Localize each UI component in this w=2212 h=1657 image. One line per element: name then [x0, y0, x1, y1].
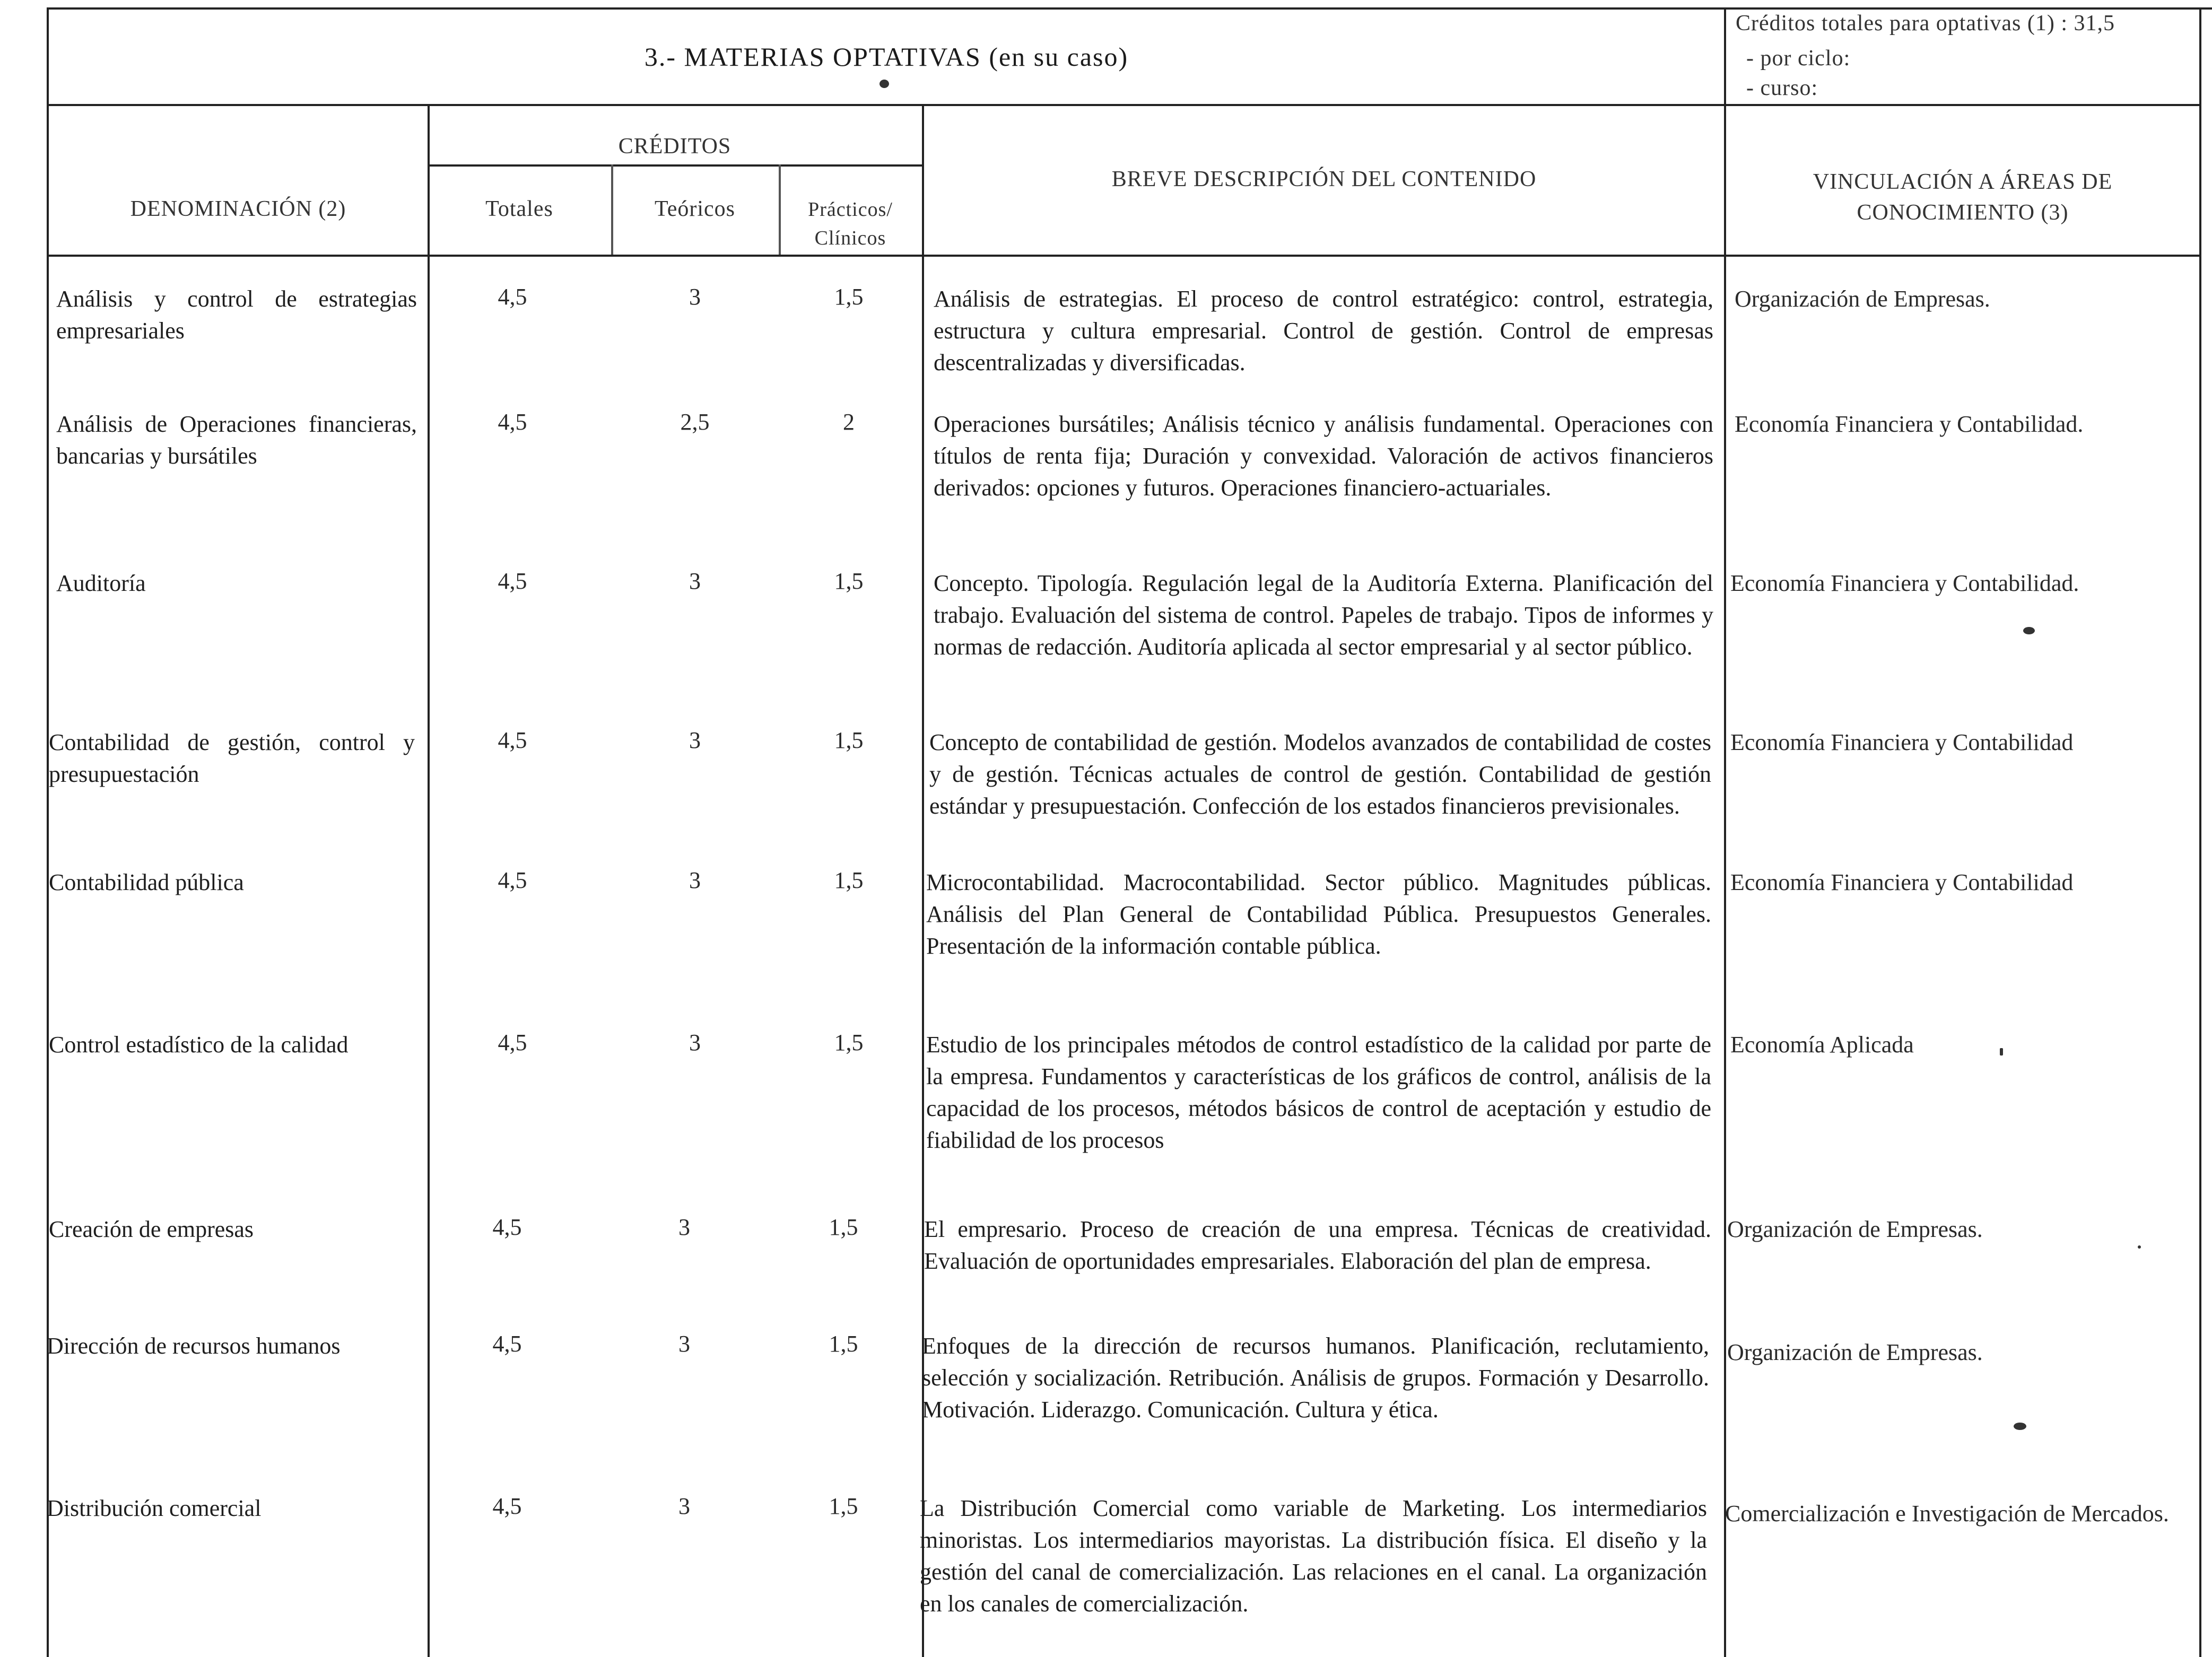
row-totales: 4,5 — [492, 1493, 522, 1519]
header-vinculacion — [1726, 167, 2199, 228]
row-totales: 4,5 — [498, 867, 527, 893]
row-name: Dirección de recursos humanos — [47, 1333, 341, 1359]
row-practicos: 1,5 — [834, 568, 864, 594]
header-practicos — [779, 195, 922, 252]
header-bottom-border — [47, 255, 2201, 257]
scan-mark — [2138, 1245, 2141, 1249]
row-area: Comercialización e Investigación de Mercados. — [1725, 1501, 2169, 1527]
row-teoricos: 3 — [689, 568, 701, 594]
row-name: Contabilidad de gestión, control y presupuestación — [49, 729, 415, 787]
row-teoricos: 2,5 — [680, 409, 710, 435]
row-area: Economía Financiera y Contabilidad. — [1730, 570, 2079, 596]
header-practicos-line2: Clínicos — [814, 227, 886, 249]
row-area: Organización de Empresas. — [1727, 1216, 1983, 1242]
header-practicos-line1: Prácticos/ — [808, 198, 893, 221]
scan-mark — [2023, 627, 2035, 634]
row-description: Concepto. Tipología. Regulación legal de la Auditoría Externa. Planificación del trabajo. Evaluación del sistema de control. Papeles de trabajo. Tipos de informes y normas de redacción. Auditoría aplicada al sector empresarial y al sector público. — [934, 570, 1713, 660]
row-totales: 4,5 — [498, 284, 527, 310]
row-area: Organización de Empresas. — [1727, 1339, 1983, 1365]
row-name: Auditoría — [56, 570, 146, 596]
row-description: La Distribución Comercial como variable de Marketing. Los intermediarios minoristas. Los intermediarios mayoristas. La distribución física. El diseño y la gestión del canal de comercialización. Las relaciones en el canal. La organización en los canales de comercialización. — [920, 1495, 1707, 1617]
row-name: Distribución comercial — [47, 1495, 262, 1521]
row-teoricos: 3 — [689, 727, 701, 753]
row-description: Análisis de estrategias. El proceso de control estratégico: control, estrategia, estructura y cultura empresarial. Control de gestión. Control de empresas descentralizadas y diversificadas. — [934, 286, 1713, 376]
row-description: El empresario. Proceso de creación de una empresa. Técnicas de creatividad. Evaluación de oportunidades empresariales. Elaboración del plan de empresa. — [924, 1216, 1711, 1274]
row-area: Economía Financiera y Contabilidad. — [1735, 411, 2084, 437]
row-totales: 4,5 — [492, 1214, 522, 1240]
row-totales: 4,5 — [498, 409, 527, 435]
title-bottom-border — [47, 104, 2201, 106]
row-description: Microcontabilidad. Macrocontabilidad. Sector público. Magnitudes públicas. Análisis del Plan General de Contabilidad Pública. Presupuestos Generales. Presentación de la información contable pública. — [926, 869, 1711, 959]
row-totales: 4,5 — [492, 1331, 522, 1357]
row-teoricos: 3 — [678, 1331, 690, 1357]
header-creditos: CRÉDITOS — [618, 134, 731, 159]
per-course-label: - curso: — [1746, 76, 1818, 100]
row-description: Concepto de contabilidad de gestión. Modelos avanzados de contabilidad de costes y de gestión. Técnicas actuales de control de gestión. Contabilidad de gestión estándar y presupuestación. Confección de los estados financieros previsionales. — [929, 729, 1711, 819]
row-area: Economía Financiera y Contabilidad — [1730, 869, 2074, 895]
scan-mark — [2000, 1048, 2003, 1056]
row-area: Economía Aplicada — [1730, 1032, 1914, 1058]
scan-mark — [2014, 1423, 2026, 1430]
row-name: Análisis de Operaciones financieras, bancarias y bursátiles — [56, 411, 417, 469]
row-practicos: 1,5 — [829, 1214, 858, 1240]
row-teoricos: 3 — [678, 1493, 690, 1519]
header-denominacion: DENOMINACIÓN (2) — [130, 197, 346, 221]
header-mark — [879, 80, 889, 88]
row-area: Economía Financiera y Contabilidad — [1730, 729, 2074, 755]
creditos-subheader-border — [428, 164, 923, 167]
row-practicos: 2 — [843, 409, 855, 435]
row-name: Análisis y control de estrategias empresariales — [56, 286, 417, 344]
row-practicos: 1,5 — [829, 1493, 858, 1519]
row-totales: 4,5 — [498, 1030, 527, 1056]
row-name: Contabilidad pública — [49, 869, 244, 895]
header-vinculacion-line1: VINCULACIÓN A ÁREAS DE — [1813, 170, 2113, 194]
credits-total-label: Créditos totales para optativas (1) : 31,5 — [1736, 11, 2115, 36]
denominacion-divider — [428, 104, 430, 1657]
row-totales: 4,5 — [498, 568, 527, 594]
row-practicos: 1,5 — [834, 1030, 864, 1056]
top-border — [47, 7, 2212, 10]
section-title: 3.- MATERIAS OPTATIVAS (en su caso) — [644, 42, 1129, 72]
row-description: Estudio de los principales métodos de control estadístico de la calidad por parte de la empresa. Fundamentos y características de los gráficos de control, análisis de la capacidad de los procesos, métodos básicos de control de aceptación y estudio de fiabilidad de los procesos — [926, 1032, 1711, 1153]
per-cycle-label: - por ciclo: — [1746, 46, 1851, 71]
row-practicos: 1,5 — [829, 1331, 858, 1357]
header-totales: Totales — [485, 197, 553, 221]
row-teoricos: 3 — [689, 1030, 701, 1056]
header-vinculacion-line2: CONOCIMIENTO (3) — [1857, 200, 2069, 225]
header-descripcion: BREVE DESCRIPCIÓN DEL CONTENIDO — [1111, 167, 1537, 191]
row-practicos: 1,5 — [834, 867, 864, 893]
row-practicos: 1,5 — [834, 284, 864, 310]
row-area: Organización de Empresas. — [1735, 286, 1990, 312]
row-teoricos: 3 — [678, 1214, 690, 1240]
header-teoricos: Teóricos — [654, 197, 735, 221]
row-teoricos: 3 — [689, 284, 701, 310]
row-practicos: 1,5 — [834, 727, 864, 753]
row-totales: 4,5 — [498, 727, 527, 753]
row-teoricos: 3 — [689, 867, 701, 893]
row-description: Operaciones bursátiles; Análisis técnico y análisis fundamental. Operaciones con títulos de renta fija; Duración y convexidad. Valoración de activos financieros derivados: opciones y futuros. Operaciones financiero-actuariales. — [934, 411, 1713, 501]
row-name: Creación de empresas — [49, 1216, 254, 1242]
row-name: Control estadístico de la calidad — [49, 1032, 349, 1058]
row-description: Enfoques de la dirección de recursos humanos. Planificación, reclutamiento, selección y socialización. Retribución. Análisis de grupos. Formación y Desarrollo. Motivación. Liderazgo. Comunicación. Cultura y ética. — [922, 1333, 1709, 1423]
